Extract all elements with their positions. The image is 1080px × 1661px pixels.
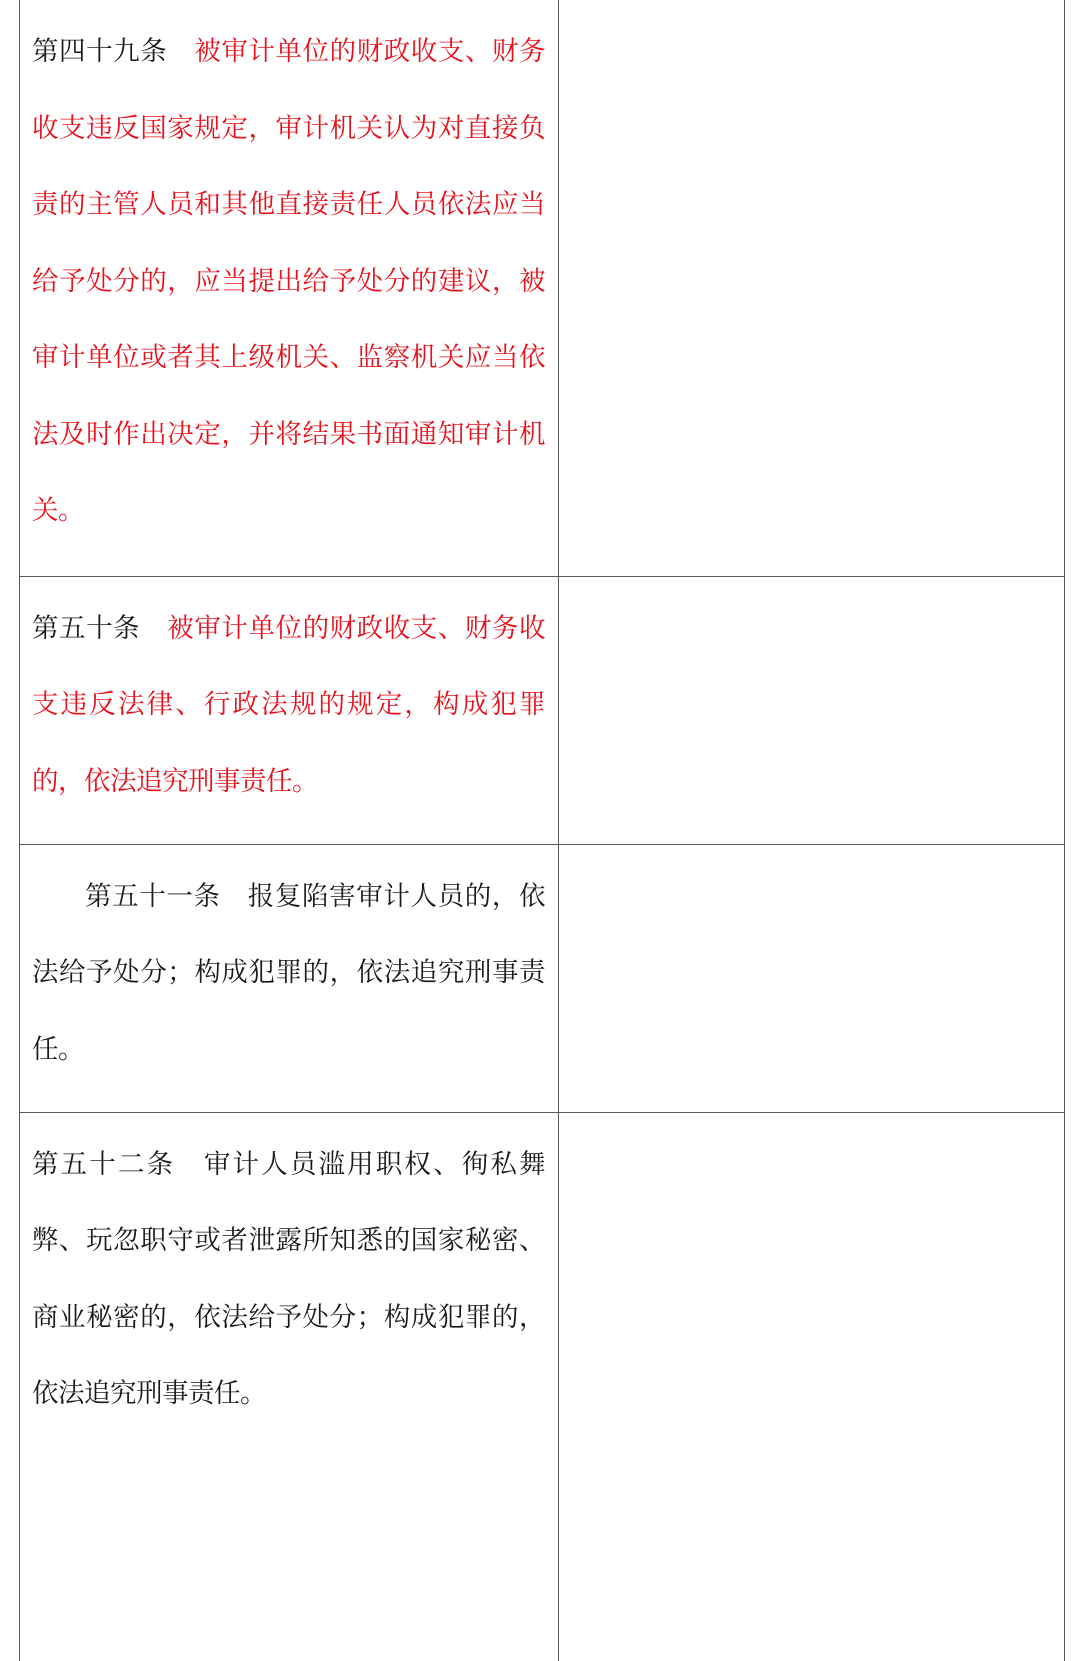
article-number: 第五十一条: [85, 880, 221, 912]
article-text: [20, 845, 558, 1089]
article-number: 第五十二条: [32, 1148, 176, 1180]
article-cell: [20, 844, 559, 1112]
article-cell: [20, 576, 559, 844]
article-body: 审计人员滥用职权、徇私舞弊、玩忽职守或者泄露所知悉的国家秘密、商业秘密的，依法给予处分；构成犯罪的，依法追究刑事责任。: [32, 1148, 546, 1409]
article-body: 报复陷害审计人员的，依法给予处分；构成犯罪的，依法追究刑事责任。: [32, 880, 545, 1065]
empty-cell: [559, 1112, 1065, 1661]
article-body: 被审计单位的财政收支、财务收支违反法律、行政法规的规定，构成犯罪的，依法追究刑事责任。: [32, 612, 546, 797]
table-row: [20, 844, 1065, 1112]
empty-cell: [559, 0, 1065, 576]
table-row: [20, 576, 1065, 844]
article-text: [20, 577, 558, 821]
empty-cell: [559, 844, 1065, 1112]
comparison-table: [19, 0, 1065, 1661]
table-row: [20, 1112, 1065, 1661]
article-body: 被审计单位的财政收支、财务收支违反国家规定，审计机关认为对直接负责的主管人员和其他直接责任人员依法应当给予处分的，应当提出给予处分的建议，被审计单位或者其上级机关、监察机关应当依法及时作出决定，并将结果书面通知审计机关。: [32, 36, 546, 526]
table-row: [20, 0, 1065, 576]
article-cell: [20, 1112, 559, 1661]
empty-cell: [559, 576, 1065, 844]
article-number: 第四十九条: [32, 36, 168, 67]
article-text: [20, 1113, 558, 1433]
article-text: [20, 0, 558, 550]
article-cell: [20, 0, 559, 576]
article-number: 第五十条: [32, 612, 141, 644]
